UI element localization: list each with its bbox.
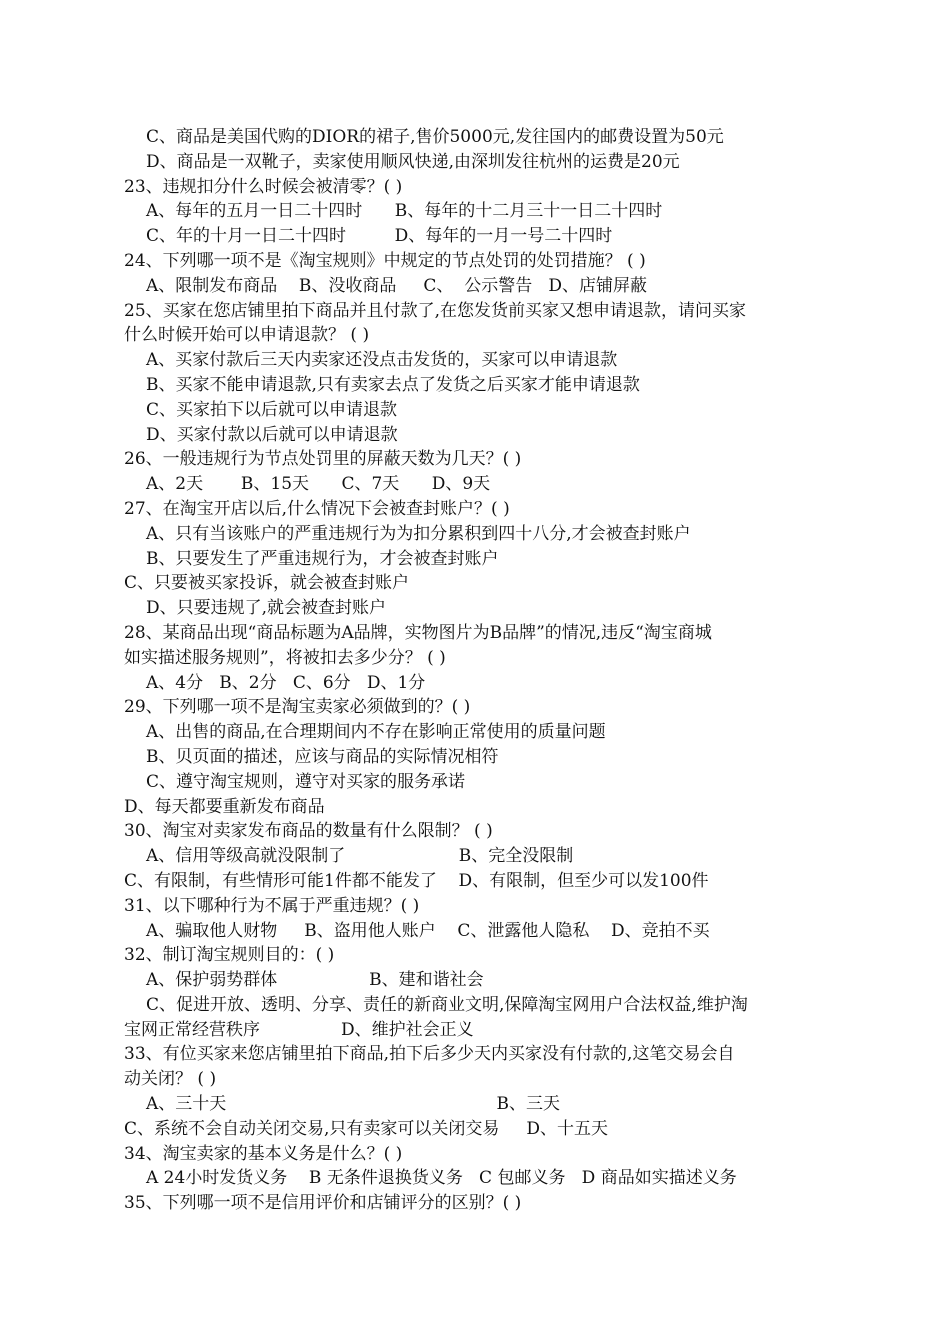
text-line: A、每年的五月一日二十四时 B、每年的十二月三十一日二十四时 [146,201,663,222]
text-line: C、系统不会自动关闭交易,只有卖家可以关闭交易 D、十五天 [124,1118,609,1139]
text-line: 31、以下哪种行为不属于严重违规？( ) [124,895,420,916]
text-line: A、限制发布商品 B、没收商品 C、 公示警告 D、店铺屏蔽 [146,275,648,296]
text-line: 29、下列哪一项不是淘宝卖家必须做到的？( ) [124,697,471,718]
text-line: A、只有当该账户的严重违规行为为扣分累积到四十八分,才会被查封账户 [146,523,691,544]
text-line: C、买家拍下以后就可以申请退款 [146,399,398,420]
text-line: A、2天 B、15天 C、7天 D、9天 [146,474,491,495]
text-line: 34、淘宝卖家的基本义务是什么？( ) [124,1143,403,1164]
text-line: B、只要发生了严重违规行为，才会被查封账户 [146,548,499,569]
question-list [124,125,834,1216]
text-line: 30、淘宝对卖家发布商品的数量有什么限制？ ( ) [124,821,493,842]
text-line: 33、有位买家来您店铺里拍下商品,拍下后多少天内买家没有付款的,这笔交易会自 [124,1044,735,1065]
text-line: 26、一般违规行为节点处罚里的屏蔽天数为几天？( ) [124,449,522,470]
text-line: A、信用等级高就没限制了 B、完全没限制 [146,846,574,867]
text-line: C、有限制，有些情形可能1件都不能发了 D、有限制，但至少可以发100件 [124,870,709,891]
text-line: 28、某商品出现“商品标题为A品牌，实物图片为B品牌”的情况,违反“淘宝商城 [124,622,712,643]
text-line: 35、下列哪一项不是信用评价和店铺评分的区别？( ) [124,1193,522,1214]
text-line: 23、违规扣分什么时候会被清零？( ) [124,176,403,197]
text-line: D、只要违规了,就会被查封账户 [146,598,387,619]
text-line: A、买家付款后三天内卖家还没点击发货的，买家可以申请退款 [146,350,618,371]
text-line: 什么时候开始可以申请退款？ ( ) [124,325,370,346]
text-line: C、商品是美国代购的DIOR的裙子,售价5000元,发往国内的邮费设置为50元 [146,127,724,147]
text-line: A 24小时发货义务 B 无条件退换货义务 C 包邮义务 D 商品如实描述义务 [146,1168,737,1189]
text-line: A、保护弱势群体 B、建和谐社会 [146,970,484,991]
text-line: A、出售的商品,在合理期间内不存在影响正常使用的质量问题 [146,722,606,743]
text-line: C、只要被买家投诉，就会被查封账户 [124,573,410,594]
text-line: 如实描述服务规则”，将被扣去多少分？ ( ) [124,647,446,668]
text-line: B、贝页面的描述，应该与商品的实际情况相符 [146,746,499,767]
text-line: D、买家付款以后就可以申请退款 [146,424,398,445]
text-line: D、商品是一双靴子，卖家使用顺风快递,由深圳发往杭州的运费是20元 [146,151,680,172]
text-line: A、骗取他人财物 B、盗用他人账户 C、泄露他人隐私 D、竞拍不买 [146,920,710,941]
text-line: C、遵守淘宝规则，遵守对买家的服务承诺 [146,771,466,792]
text-line: C、年的十月一日二十四时 D、每年的一月一号二十四时 [146,226,613,247]
text-line: 动关闭？ ( ) [124,1069,217,1090]
text-line: 27、在淘宝开店以后,什么情况下会被查封账户？( ) [124,498,510,519]
text-line: 32、制订淘宝规则目的：( ) [124,945,335,966]
text-line: A、三十天 B、三天 [146,1094,560,1115]
text-line: 24、下列哪一项不是《淘宝规则》中规定的节点处罚的处罚措施？ ( ) [124,250,646,271]
text-line: B、买家不能申请退款,只有卖家去点了发货之后买家才能申请退款 [146,374,640,395]
text-line: A、4分 B、2分 C、6分 D、1分 [146,672,426,693]
text-line: C、促进开放、透明、分享、责任的新商业文明,保障淘宝网用户合法权益,维护淘 [146,994,748,1015]
text-line: 25、买家在您店铺里拍下商品并且付款了,在您发货前买家又想申请退款，请问买家 [124,300,747,321]
text-line: 宝网正常经营秩序 D、维护社会正义 [124,1019,474,1040]
text-line: D、每天都要重新发布商品 [124,796,325,817]
